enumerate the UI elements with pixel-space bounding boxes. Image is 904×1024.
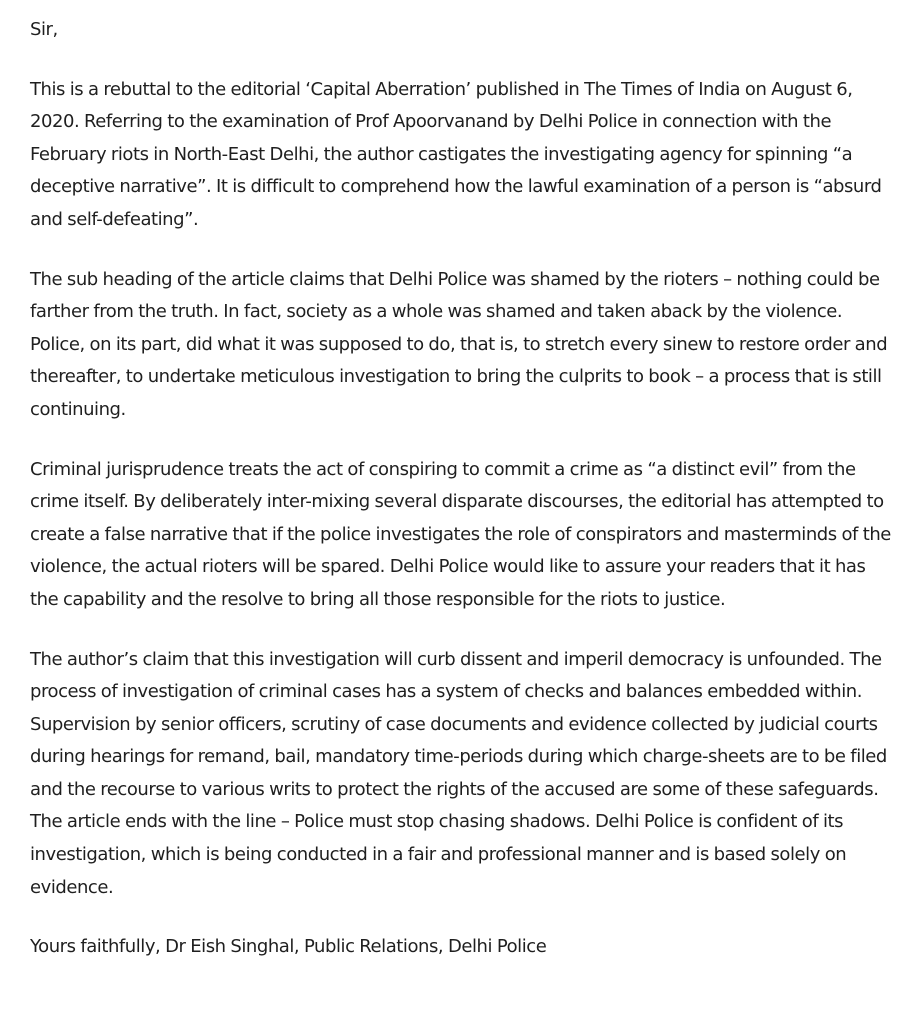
paragraph-rebuttal-intro: This is a rebuttal to the editorial ‘Capital Aberration’ published in The Times of India on August 6, 2020. Referring to the examination of Prof Apoorvanand by Delhi Police in connection with the February riots in North-East Delhi, the author castigates the investigating agency for spinning “a deceptive narrative”. It is difficult to comprehend how the lawful examination of a person is “absurd and self-defeating”. [30, 78, 882, 230]
paragraph-criminal-jurisprudence: Criminal jurisprudence treats the act of conspiring to commit a crime as “a distinct evil” from the crime itself. By deliberately inter-mixing several disparate discourses, the editorial has attempted to create a false narrative that if the police investigates the role of conspirators and masterminds of the violence, the actual rioters will be spared. Delhi Police would like to assure your readers that it has the capability and the resolve to bring all those responsible for the riots to justice. [30, 458, 891, 610]
paragraph-checks-and-balances: The author’s claim that this investigation will curb dissent and imperil democracy is unfounded. The process of investigation of criminal cases has a system of checks and balances embedded within. Supervision by senior officers, scrutiny of case documents and evidence collected by judicial courts during hearings for remand, bail, mandatory time-periods during which charge-sheets are to be filed and the recourse to various writs to protect the rights of the accused are some of these safeguards. The article ends with the line – Police must stop chasing shadows. Delhi Police is confident of its investigation, which is being conducted in a fair and professional manner and is based solely on evidence. [30, 648, 887, 898]
paragraph-subheading-claim: The sub heading of the article claims that Delhi Police was shamed by the rioters – nothing could be farther from the truth. In fact, society as a whole was shamed and taken aback by the violence. Police, on its part, did what it was supposed to do, that is, to stretch every sinew to restore order and thereafter, to undertake meticulous investigation to bring the culprits to book – a process that is still continuing. [30, 268, 888, 420]
salutation: Sir, [30, 19, 58, 40]
signoff: Yours faithfully, Dr Eish Singhal, Public Relations, Delhi Police [30, 936, 547, 958]
letter-body [30, 14, 896, 964]
